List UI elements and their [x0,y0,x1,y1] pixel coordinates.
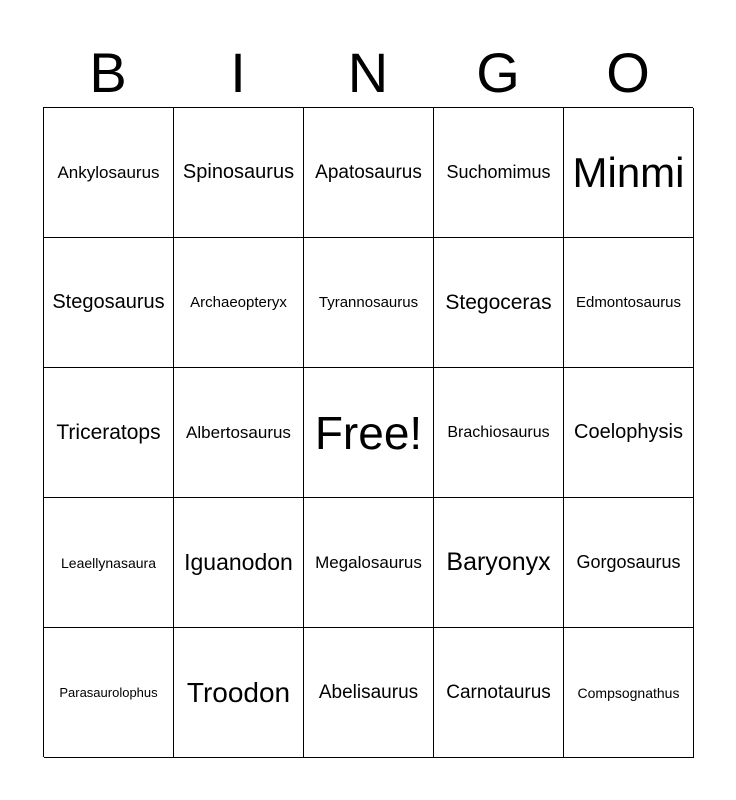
cell-label: Megalosaurus [315,552,422,572]
cell-label: Spinosaurus [182,161,295,183]
cell-label: Brachiosaurus [447,423,550,441]
bingo-cell[interactable] [564,108,694,238]
cell-label: Ankylosaurus [57,162,160,182]
bingo-cell[interactable] [44,628,174,758]
cell-label: Apatosaurus [315,161,422,183]
cell-label: Parasaurolophus [59,685,158,700]
cell-label: Stegosaurus [52,291,165,313]
bingo-cell[interactable] [44,498,174,628]
bingo-cell[interactable] [304,498,434,628]
bingo-cell[interactable] [434,628,564,758]
cell-label: Edmontosaurus [575,294,682,311]
cell-label: Tyrannosaurus [318,294,419,311]
cell-label: Troodon [186,676,291,708]
bingo-cell[interactable] [564,368,694,498]
bingo-cell[interactable] [174,498,304,628]
cell-label: Iguanodon [184,549,293,575]
bingo-cell[interactable] [174,108,304,238]
bingo-cell[interactable] [564,628,694,758]
bingo-cell[interactable] [434,238,564,368]
header-letter-g: G [476,41,520,104]
bingo-cell[interactable] [44,238,174,368]
cell-label: Baryonyx [446,548,551,576]
bingo-cell[interactable] [174,628,304,758]
free-space-cell[interactable] [304,368,434,498]
bingo-cell[interactable] [434,108,564,238]
cell-label: Coelophysis [574,421,683,443]
bingo-cell[interactable] [44,108,174,238]
cell-label: Abelisaurus [318,681,419,703]
bingo-header [43,40,693,106]
bingo-cell[interactable] [564,498,694,628]
bingo-cell[interactable] [44,368,174,498]
cell-label: Minmi [572,148,685,196]
cell-label: Albertosaurus [186,422,291,442]
bingo-cell[interactable] [304,238,434,368]
header-letter-o: O [606,41,650,104]
cell-label: Compsognathus [577,684,680,701]
bingo-card [43,107,693,757]
cell-label: Suchomimus [446,162,551,182]
bingo-cell[interactable] [304,628,434,758]
bingo-cell[interactable] [174,368,304,498]
bingo-cell[interactable] [174,238,304,368]
header-letter-b: B [89,41,127,104]
bingo-cell[interactable] [304,108,434,238]
header-letter-n: N [347,41,389,104]
bingo-cell[interactable] [564,238,694,368]
cell-label: Free! [314,406,423,459]
cell-label: Triceratops [56,420,161,444]
cell-label: Leaellynasaura [61,554,156,571]
cell-label: Gorgosaurus [576,552,681,572]
header-letter-i: I [230,41,246,104]
cell-label: Stegoceras [445,290,552,314]
cell-label: Archaeopteryx [190,294,287,311]
cell-label: Carnotaurus [446,681,551,703]
bingo-cell[interactable] [434,368,564,498]
bingo-cell[interactable] [434,498,564,628]
